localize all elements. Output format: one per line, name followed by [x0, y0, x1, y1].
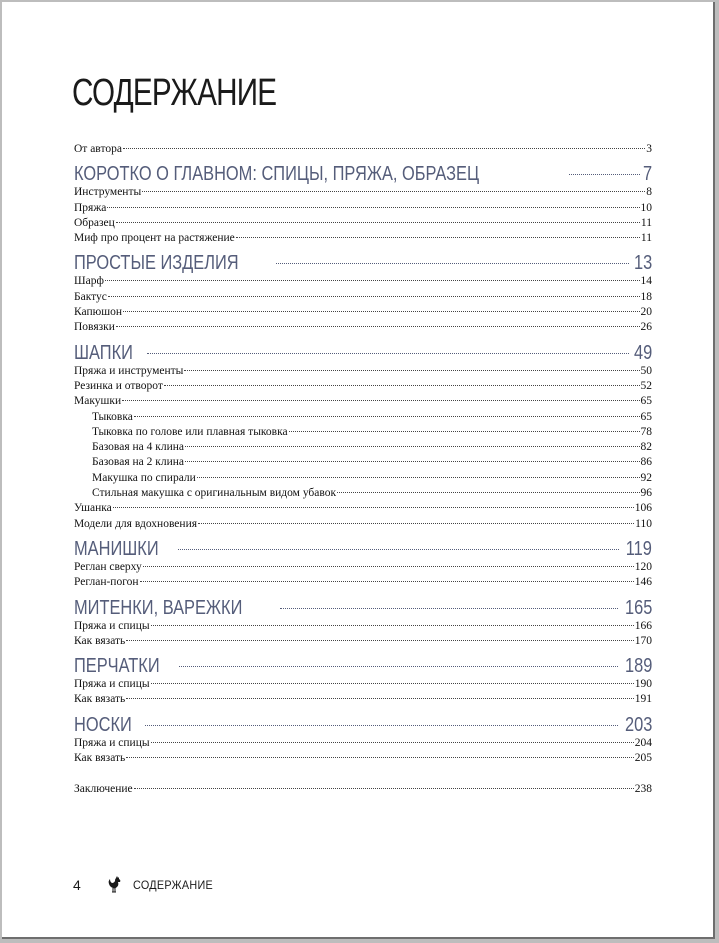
dot-leader — [337, 492, 639, 493]
toc-section-heading[interactable] — [74, 163, 652, 185]
toc-entry-page: 52 — [640, 379, 652, 392]
section-title: КОРОТКО О ГЛАВНОМ: СПИЦЫ, ПРЯЖА, ОБРАЗЕЦ — [74, 163, 480, 186]
dot-leader — [185, 461, 640, 462]
section-title: ПЕРЧАТКИ — [74, 655, 160, 678]
dot-leader — [164, 385, 640, 386]
toc-entry-page: 190 — [634, 678, 652, 691]
toc-entry[interactable] — [74, 501, 652, 516]
toc-entry-page: 92 — [640, 471, 652, 484]
dot-leader — [280, 608, 617, 609]
toc-entry-label: Базовая на 2 клина — [92, 456, 184, 469]
dot-leader — [185, 446, 640, 447]
toc-entry[interactable] — [74, 216, 652, 231]
dot-leader — [134, 416, 640, 417]
toc-entry-page: 14 — [640, 275, 652, 288]
toc-entry-label: Тыковка — [92, 410, 133, 423]
book-page — [2, 2, 715, 939]
toc-entry-label: Ушанка — [74, 502, 112, 515]
dot-leader — [122, 400, 639, 401]
toc-entry[interactable] — [74, 692, 652, 707]
toc-entry-label: Стильная макушка с оригинальным видом убавок — [92, 487, 337, 500]
toc-entry-label: Макушки — [74, 395, 122, 408]
dot-leader — [179, 666, 617, 667]
dot-leader — [198, 523, 634, 524]
dot-leader — [151, 683, 634, 684]
toc-subentry[interactable] — [74, 410, 652, 425]
toc-entry-page: 86 — [640, 456, 652, 469]
toc-subentry[interactable] — [74, 455, 652, 470]
dot-leader — [197, 477, 640, 478]
toc-entry-label: Пряжа и спицы — [74, 678, 150, 691]
toc-entry-page: 65 — [640, 410, 652, 423]
toc-subentry[interactable] — [74, 471, 652, 486]
toc-entry-label: Пряжа — [74, 201, 107, 214]
dot-leader — [126, 698, 633, 699]
table-of-contents — [74, 142, 652, 798]
dot-leader — [108, 296, 640, 297]
dot-leader — [126, 640, 633, 641]
dot-leader — [178, 549, 619, 550]
dot-leader — [140, 581, 634, 582]
dot-leader — [123, 148, 645, 149]
footer-section-title: СОДЕРЖАНИЕ — [132, 877, 213, 892]
toc-entry-label: Образец — [74, 216, 115, 229]
toc-entry[interactable] — [74, 274, 652, 289]
toc-entry[interactable] — [74, 677, 652, 692]
toc-entry[interactable] — [74, 736, 652, 751]
toc-section-heading[interactable] — [74, 655, 652, 677]
dot-leader — [116, 222, 640, 223]
toc-entry-page: 166 — [634, 619, 652, 632]
toc-entry-page: 120 — [634, 560, 652, 573]
toc-entry-label: Пряжа и спицы — [74, 736, 150, 749]
toc-entry-label: Базовая на 4 клина — [92, 441, 184, 454]
toc-entry-label: Тыковка по голове или плавная тыковка — [92, 425, 288, 438]
section-page: 7 — [642, 163, 652, 186]
toc-entry-page: 238 — [634, 783, 652, 796]
toc-entry-page: 18 — [640, 290, 652, 303]
dot-leader — [107, 207, 639, 208]
toc-section-heading[interactable] — [74, 342, 652, 364]
dot-leader — [151, 742, 634, 743]
toc-entry[interactable] — [74, 619, 652, 634]
section-page: 165 — [624, 596, 652, 619]
toc-entry-label: Реглан-погон — [74, 576, 139, 589]
dot-leader — [126, 757, 633, 758]
toc-entry[interactable] — [74, 634, 652, 649]
toc-entry-page: 82 — [640, 441, 652, 454]
toc-entry-page: 146 — [634, 576, 652, 589]
toc-entry[interactable] — [74, 290, 652, 305]
toc-entry-page: 170 — [634, 634, 652, 647]
dot-leader — [123, 311, 640, 312]
toc-entry-page: 10 — [640, 201, 652, 214]
toc-entry-label: Инструменты — [74, 186, 142, 199]
toc-entry[interactable] — [74, 185, 652, 200]
toc-entry-page: 65 — [640, 395, 652, 408]
dot-leader — [147, 353, 629, 354]
toc-entry-label: От автора — [74, 143, 122, 155]
toc-entry-label: Реглан сверху — [74, 560, 142, 573]
dot-leader — [105, 280, 640, 281]
section-title: НОСКИ — [74, 713, 132, 736]
toc-entry[interactable] — [74, 560, 652, 575]
rooster-icon — [107, 876, 123, 893]
toc-entry-page: 96 — [640, 487, 652, 500]
dot-leader — [289, 431, 640, 432]
toc-entry-page: 11 — [640, 216, 652, 229]
toc-entry-label: Как вязать — [74, 634, 126, 647]
toc-entry[interactable] — [74, 231, 652, 246]
toc-entry-page: 106 — [634, 502, 652, 515]
dot-leader — [143, 566, 634, 567]
toc-entry[interactable] — [74, 517, 652, 532]
page-footer — [73, 876, 222, 893]
section-title: ПРОСТЫЕ ИЗДЕЛИЯ — [74, 252, 239, 275]
toc-entry[interactable] — [74, 379, 652, 394]
toc-entry-page: 205 — [634, 752, 652, 765]
toc-entry[interactable] — [74, 320, 652, 335]
dot-leader — [184, 370, 639, 371]
toc-entry-page: 78 — [640, 425, 652, 438]
toc-subentry[interactable] — [74, 486, 652, 501]
dot-leader — [276, 263, 629, 264]
section-page: 189 — [624, 655, 652, 678]
toc-entry-label: Заключение — [74, 783, 133, 796]
section-title: МАНИШКИ — [74, 537, 159, 560]
toc-entry-label: Резинка и отворот — [74, 379, 163, 392]
toc-entry[interactable] — [74, 751, 652, 766]
toc-entry-page: 11 — [640, 232, 652, 245]
toc-entry-page: 3 — [646, 143, 652, 155]
toc-entry-page: 191 — [634, 693, 652, 706]
toc-entry-label: Повязки — [74, 321, 115, 334]
toc-section-heading[interactable] — [74, 714, 652, 736]
toc-entry-label: Макушка по спирали — [92, 471, 196, 484]
dot-leader — [116, 326, 640, 327]
toc-section-heading[interactable] — [74, 597, 652, 619]
toc-section-heading[interactable] — [74, 538, 652, 560]
toc-entry-page: 8 — [646, 186, 652, 199]
toc-entry-label: Шарф — [74, 275, 104, 288]
toc-subentry[interactable] — [74, 440, 652, 455]
toc-entry-page: 110 — [635, 517, 652, 530]
toc-entry-page: 204 — [634, 736, 652, 749]
dot-leader — [113, 507, 634, 508]
section-page: 119 — [625, 537, 652, 560]
dot-leader — [145, 725, 617, 726]
toc-entry[interactable] — [74, 575, 652, 590]
toc-entry-label: Пряжа и инструменты — [74, 364, 184, 377]
toc-entry[interactable] — [74, 394, 652, 409]
page-title: СОДЕРЖАНИЕ — [72, 72, 277, 114]
toc-entry-label: Пряжа и спицы — [74, 619, 150, 632]
section-page: 13 — [633, 252, 652, 275]
section-page: 49 — [633, 341, 652, 364]
toc-entry-page: 50 — [640, 364, 652, 377]
dot-leader — [134, 788, 634, 789]
dot-leader — [151, 625, 634, 626]
dot-leader — [569, 174, 640, 175]
toc-entry-label: Как вязать — [74, 693, 126, 706]
toc-entry[interactable] — [74, 364, 652, 379]
toc-entry-label: Капюшон — [74, 306, 122, 319]
dot-leader — [142, 191, 645, 192]
toc-subentry[interactable] — [74, 425, 652, 440]
page-number: 4 — [73, 876, 81, 893]
section-title: ШАПКИ — [74, 341, 133, 364]
toc-entry-label: Миф про процент на растяжение — [74, 232, 235, 245]
toc-section-heading[interactable] — [74, 252, 652, 274]
toc-entry-label: Модели для вдохновения — [74, 517, 198, 530]
section-page: 203 — [624, 713, 652, 736]
section-title: МИТЕНКИ, ВАРЕЖКИ — [74, 596, 243, 619]
toc-entry-label: Как вязать — [74, 752, 126, 765]
toc-entry[interactable] — [74, 201, 652, 216]
toc-entry-label: Бактус — [74, 290, 107, 303]
toc-entry-page: 26 — [640, 321, 652, 334]
toc-entry-outro[interactable] — [74, 782, 652, 797]
dot-leader — [236, 237, 640, 238]
toc-entry[interactable] — [74, 305, 652, 320]
toc-entry-intro[interactable] — [74, 142, 652, 157]
toc-entry-page: 20 — [640, 306, 652, 319]
